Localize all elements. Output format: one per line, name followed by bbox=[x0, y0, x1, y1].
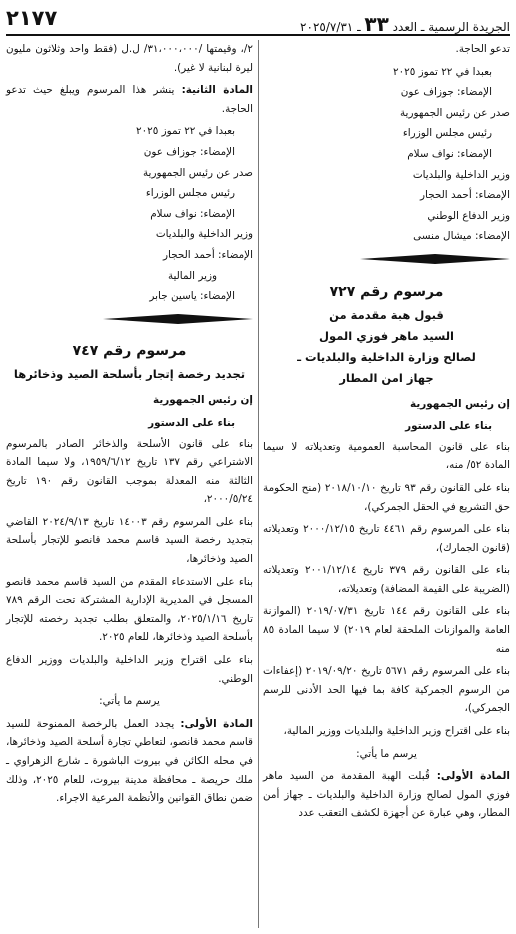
defense-signature: الإمضاء: ميشال منسى bbox=[413, 230, 510, 243]
article-one bbox=[6, 715, 253, 808]
president-line: إن رئيس الجمهورية bbox=[410, 397, 510, 410]
president-signature: الإمضاء: جوزاف عون bbox=[400, 86, 492, 99]
section-separator bbox=[360, 254, 510, 264]
decrees-line: يرسم ما يأتي: bbox=[356, 747, 417, 760]
pm-title: رئيس مجلس الوزراء bbox=[145, 187, 235, 200]
page-header bbox=[6, 6, 510, 36]
interior-signature: الإمضاء: أحمد الحجار bbox=[163, 248, 253, 261]
column-divider bbox=[258, 40, 259, 928]
constitution-line: بناء على الدستور bbox=[405, 420, 492, 433]
pm-title: رئيس مجلس الوزراء bbox=[402, 127, 492, 140]
section-separator bbox=[103, 314, 253, 324]
article-label: المادة الثانية: bbox=[181, 84, 253, 97]
pm-signature: الإمضاء: نواف سلام bbox=[407, 147, 492, 160]
interior-signature: الإمضاء: أحمد الحجار bbox=[420, 189, 510, 202]
issued-by: صدر عن رئيس الجمهورية bbox=[142, 166, 253, 179]
president-line: إن رئيس الجمهورية bbox=[153, 394, 253, 407]
article-label: المادة الأولى: bbox=[436, 770, 510, 783]
issue-date: ـ ٢٠٢٥/٧/٣١ bbox=[300, 20, 361, 34]
article-label: المادة الأولى: bbox=[180, 717, 253, 730]
decrees-line: يرسم ما يأتي: bbox=[99, 695, 160, 708]
preamble-paragraph: بناء على الاستدعاء المقدم من السيد قاسم محمد قانصو المسجل في المديرية الإدارية المشتركة تحت الرقم ٧٨٩ تاريخ ٢٠٢٥/١/١٦، والمتعلق بطلب تجديد رخصته للإتجار بأسلحة الصيد وذخائرها، للعام ٢٠٢٥. bbox=[6, 575, 253, 644]
finance-minister: وزير المالية bbox=[167, 269, 217, 282]
preamble-paragraph: بناء على القانون رقم ٩٣ تاريخ ٢٠١٨/١٠/١٠ (منح الحكومة حق التشريع في الحقل الجمركي)، bbox=[263, 481, 511, 513]
constitution-line: بناء على الدستور bbox=[148, 416, 235, 429]
issued-by: صدر عن رئيس الجمهورية bbox=[399, 106, 510, 119]
president-signature: الإمضاء: جوزاف عون bbox=[143, 145, 235, 158]
article-one bbox=[263, 767, 510, 823]
left-column bbox=[6, 40, 253, 812]
continued-text: تدعو الحاجة. bbox=[455, 43, 510, 55]
gazette-name: الجريدة الرسمية ـ العدد bbox=[392, 20, 510, 34]
interior-minister: وزير الداخلية والبلديات bbox=[412, 168, 510, 181]
defense-minister: وزير الدفاع الوطني bbox=[427, 209, 510, 222]
preamble-paragraph: بناء على المرسوم رقم ١٤٠٠٣ تاريخ ٢٠٢٤/٩/١٣ القاضي بتجديد رخصة السيد قاسم محمد قانصو للإتجار بأسلحة الصيد وذخائرها، bbox=[6, 515, 254, 566]
issue-number: ٣٣ bbox=[364, 12, 389, 36]
place-date: بعبدا في ٢٢ تموز ٢٠٢٥ bbox=[392, 65, 492, 78]
decree-subject-line: قبول هبة مقدمة من bbox=[329, 307, 444, 322]
gazette-header-title bbox=[300, 12, 510, 36]
article-two bbox=[6, 81, 253, 118]
pm-signature: الإمضاء: نواف سلام bbox=[150, 207, 235, 220]
page-number: ٢١٧٧ bbox=[6, 6, 58, 30]
place-date: بعبدا في ٢٢ تموز ٢٠٢٥ bbox=[135, 125, 235, 138]
finance-signature: الإمضاء: ياسين جابر bbox=[149, 290, 235, 303]
preamble-paragraph: بناء على القانون رقم ٣٧٩ تاريخ ٢٠٠١/١٢/١٤ وتعديلاته (الضريبة على القيمة المضافة) وتعديلاته، bbox=[263, 564, 511, 595]
article-text: يجدد العمل بالرخصة الممنوحة للسيد قاسم محمد قانصو، لتعاطي تجارة أسلحة الصيد وذخائرها، في محله الكائن في بيروت الباشورة ـ شارع الزهراوي ـ ملك حريصة ـ محافظة مدينة بيروت، للعام ٢٠٢٥، وذلك ضمن نطاق القوانين والأنظمة المرعية الاجراء. bbox=[6, 717, 253, 805]
preamble-paragraph: بناء على اقتراح وزير الداخلية والبلديات ووزير المالية، bbox=[283, 725, 510, 738]
decree-title: مرسوم رقم ٧٤٧ bbox=[72, 343, 187, 360]
interior-minister: وزير الداخلية والبلديات bbox=[155, 228, 253, 241]
preamble-paragraph: بناء على قانون المحاسبة العمومية وتعديلاته لا سيما المادة ٥٢/ منه، bbox=[263, 440, 510, 472]
continued-text: ٢/، وقيمتها /٣١،٠٠٠،٠٠٠/ ل.ل (فقط واحد وثلاثون مليون ليرة لبنانية لا غير). bbox=[6, 43, 253, 74]
decree-subject: تجديد رخصة إتجار بأسلحة الصيد وذخائرها bbox=[13, 367, 246, 382]
decree-title: مرسوم رقم ٧٢٧ bbox=[329, 283, 444, 300]
preamble-paragraph: بناء على قانون الأسلحة والذخائر الصادر بالمرسوم الاشتراعي رقم ١٣٧ تاريخ ١٩٥٩/٦/١٢، ولا سيما المادة الثالثة منه المعدلة بموجب القانون رقم ١٩٠ تاريخ ٢٠٠٠/٥/٢٤، bbox=[6, 437, 254, 506]
article-text: قُبلت الهبة المقدمة من السيد ماهر فوزي المول لصالح وزارة الداخلية والبلديات ـ جهاز أمن المطار، وهي عبارة عن أجهزة لكشف التعقب عدد bbox=[263, 770, 510, 820]
preamble-paragraph: بناء على المرسوم رقم ٥٦٧١ تاريخ ٢٠١٩/٠٩/٢٠ (إعفاءات من الرسوم الجمركية كافة بما فيها الحد الأدنى للرسم الجمركي)، bbox=[263, 665, 510, 715]
right-column bbox=[263, 40, 510, 827]
decree-subject-line: السيد ماهر فوزي المول bbox=[319, 328, 454, 343]
article-text: ينشر هذا المرسوم ويبلغ حيث تدعو الحاجة. bbox=[6, 84, 253, 115]
decree-subject-line: جهاز امن المطار bbox=[339, 370, 434, 385]
preamble-paragraph: بناء على اقتراح وزير الداخلية والبلديات ووزير الدفاع الوطني. bbox=[6, 654, 253, 685]
preamble-paragraph: بناء على المرسوم رقم ٤٤٦١ تاريخ ٢٠٠٠/١٢/١٥ وتعديلاته (قانون الجمارك)، bbox=[263, 523, 511, 554]
decree-subject-line: لصالح وزارة الداخلية والبلديات ـ bbox=[297, 349, 476, 364]
preamble-paragraph: بناء على القانون رقم ١٤٤ تاريخ ٢٠١٩/٠٧/٣١ (الموازنة العامة والموازنات الملحقة لعام ٢٠١٩) لا سيما المادة ٨٥ منه bbox=[263, 605, 511, 655]
